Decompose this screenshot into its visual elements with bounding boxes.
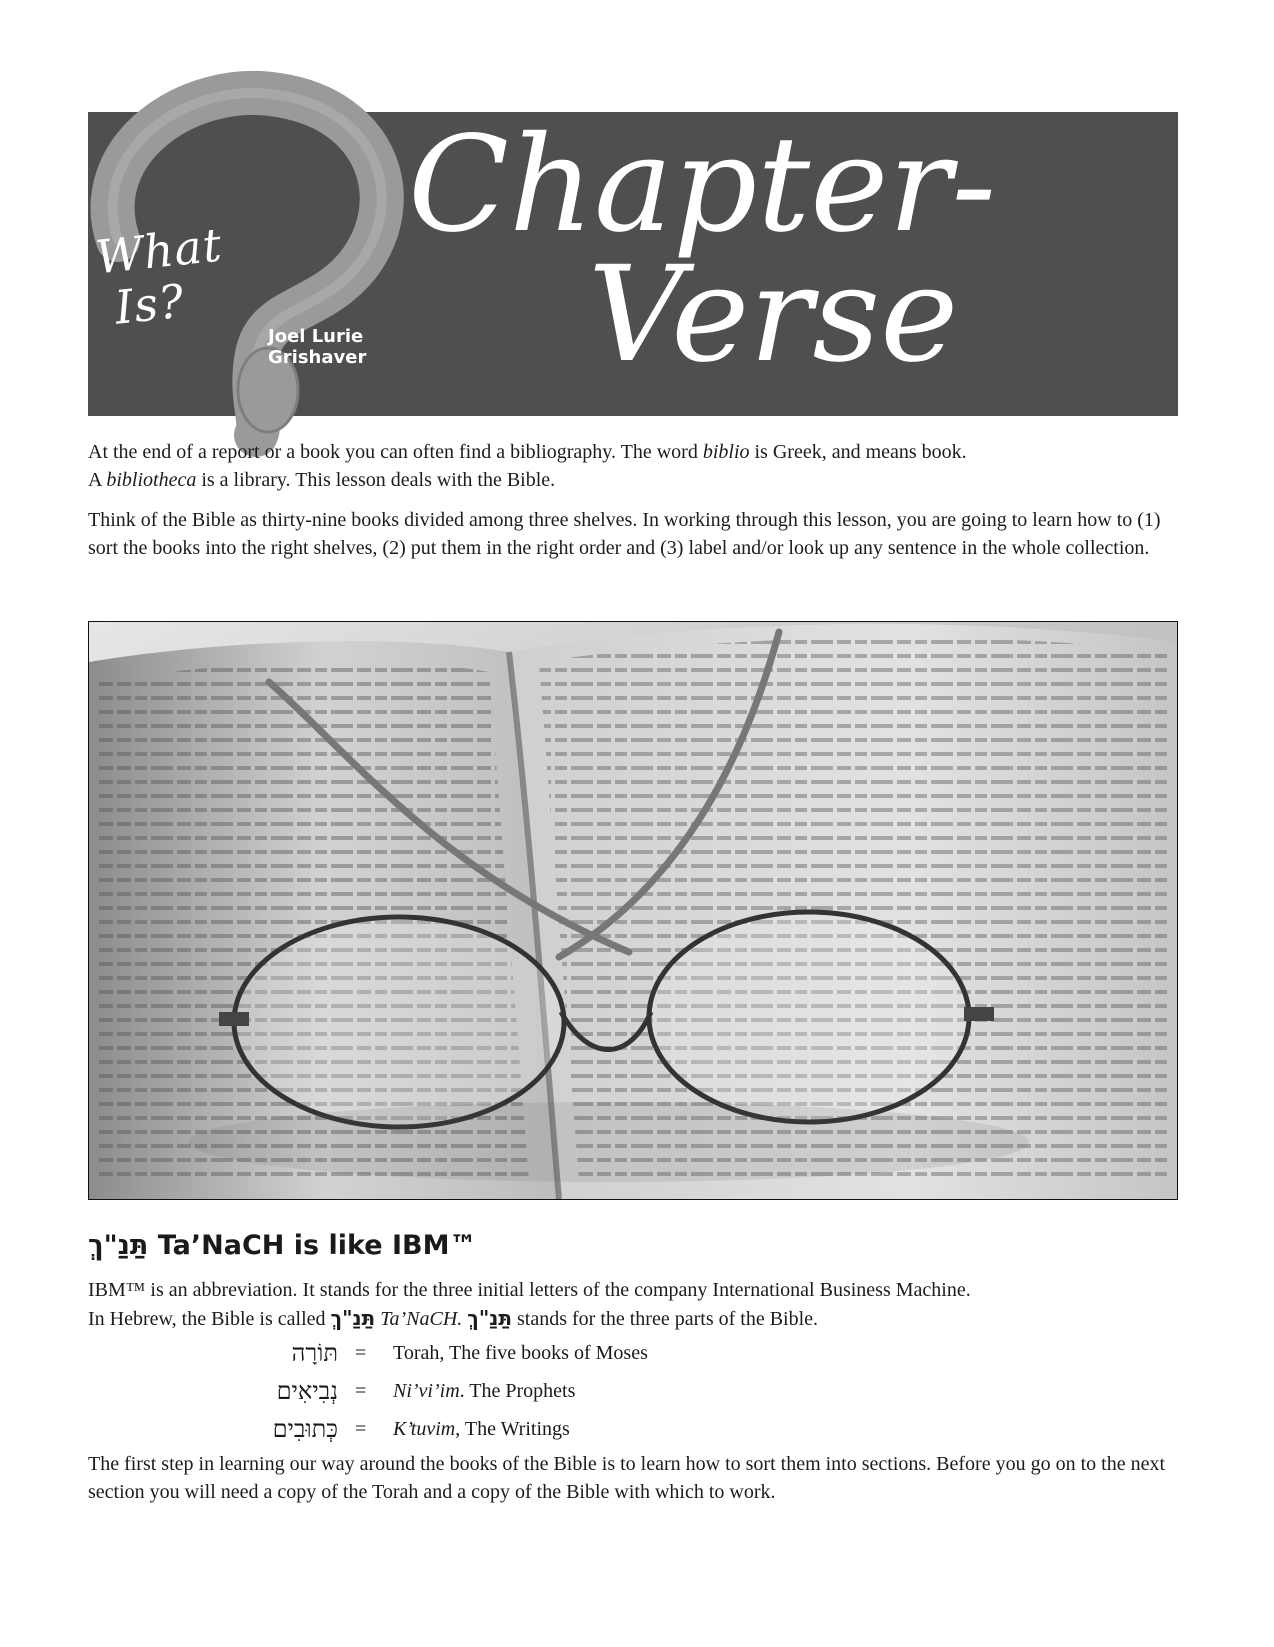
section-heading — [88, 1228, 988, 1264]
text: IBM™ is an abbreviation. It stands for the three initial letters of the company International Business Machine. — [88, 1279, 971, 1301]
what-is-logo — [93, 213, 283, 335]
list-item-ketuvim — [150, 1414, 750, 1452]
tanach-hebrew: תַּנַ"ךְ — [88, 1230, 149, 1261]
list-item-torah — [150, 1338, 750, 1376]
text: At the end of a report or a book you can often find a bibliography. The word — [88, 441, 703, 463]
is-text: Is? — [112, 273, 188, 335]
definition — [393, 1338, 648, 1368]
paragraph-text: The first step in learning our way around the books of the Bible is to learn how to sort them into sections. Before you go on to the next section you will need a copy of the Torah and a copy of the Bible with which to work. — [88, 1453, 1166, 1503]
term-biblio: biblio — [702, 441, 750, 463]
list-item-neviim — [150, 1376, 750, 1414]
title-line-1: Chapter- — [408, 108, 997, 262]
photo-illustration — [89, 622, 1177, 1199]
text: stands for the three parts of the Bible. — [512, 1308, 819, 1330]
definition — [393, 1376, 575, 1406]
author-first: Joel Lurie — [268, 326, 364, 347]
hebrew-word: כְּתוּבִים — [272, 1415, 338, 1443]
text: A — [88, 469, 107, 491]
hebrew-word: תּוֹרָה — [291, 1339, 338, 1367]
section-paragraph-1 — [88, 1276, 1178, 1333]
term-bibliotheca: bibliotheca — [106, 469, 197, 491]
intro-paragraph-1 — [88, 438, 1178, 494]
tanach-hebrew-inline: תַּנַ"ךְ — [330, 1306, 376, 1330]
definition-text: Torah, The five books of Moses — [393, 1342, 648, 1364]
author-last: Grishaver — [268, 347, 367, 368]
text: In Hebrew, the Bible is called — [88, 1308, 331, 1330]
section-paragraph-2 — [88, 1450, 1178, 1506]
equals-sign: = — [355, 1418, 367, 1440]
definition-text: , The Writings — [455, 1418, 570, 1440]
text: is Greek, and means book. — [749, 441, 967, 463]
paragraph-text: Think of the Bible as thirty-nine books divided among three shelves. In working through this lesson, you are going to learn how to (1) sort the books into the right shelves, (2) put them in the right order and (3) label and/or look up any sentence in the whole collection. — [88, 509, 1161, 559]
intro-paragraph-2 — [88, 506, 1178, 562]
equals-sign: = — [355, 1342, 367, 1364]
definition-text: . The Prophets — [459, 1380, 576, 1402]
what-text: What — [92, 217, 225, 285]
definition-term: Ni’vi’im — [393, 1380, 460, 1402]
tanach-hebrew-inline: תַּנַ"ךְ — [467, 1306, 512, 1330]
book-and-glasses-photo — [88, 621, 1178, 1200]
page-title — [408, 108, 1168, 392]
heading-text: Ta’NaCH is like IBM™ — [148, 1230, 477, 1261]
tanach-transliteration: Ta’NaCH. — [375, 1308, 463, 1330]
hebrew-word: נְבִיאִים — [276, 1377, 338, 1405]
tanach-parts-list — [150, 1338, 750, 1452]
definition — [393, 1414, 570, 1444]
text: is a library. This lesson deals with the Bible. — [196, 469, 556, 491]
equals-sign: = — [355, 1380, 367, 1402]
definition-term: K’tuvim — [393, 1418, 456, 1440]
title-line-2: Verse — [588, 238, 959, 392]
author-name — [268, 326, 408, 368]
